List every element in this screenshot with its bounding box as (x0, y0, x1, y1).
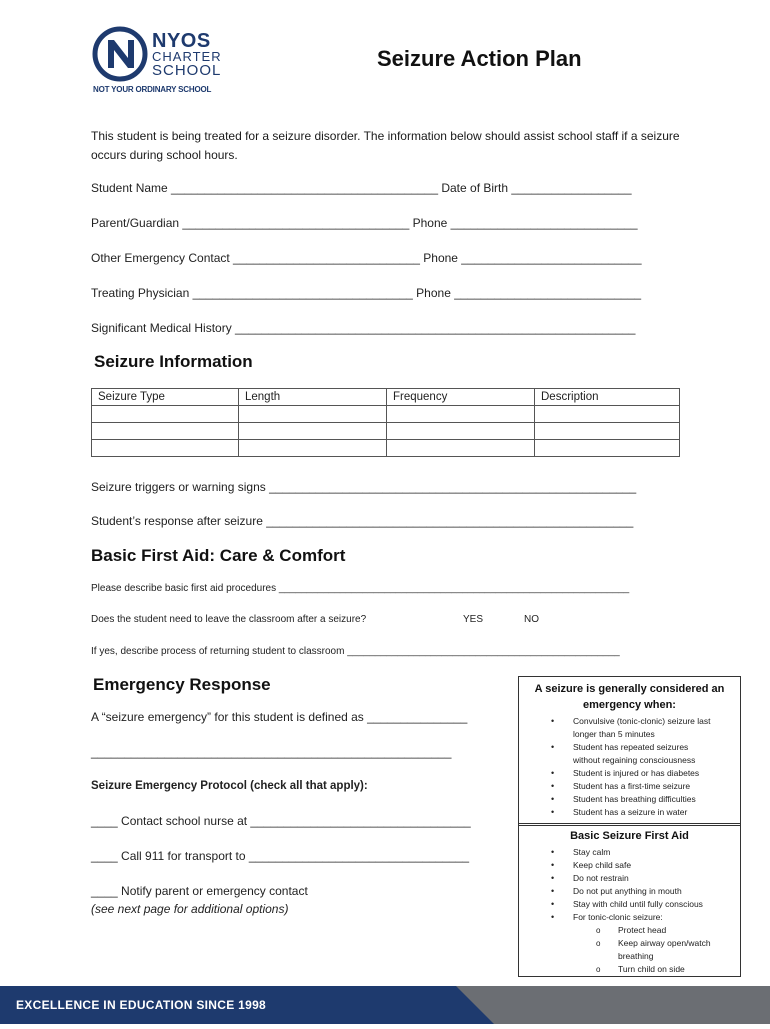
table-header-row (92, 389, 680, 406)
emergency-box-title-line1: A seizure is generally considered an (534, 683, 725, 695)
table-cell[interactable] (239, 406, 387, 423)
col-length: Length (239, 389, 387, 406)
medical-history-field[interactable]: Significant Medical History ____________________________________________________________ (91, 321, 636, 335)
seizure-info-heading: Seizure Information (94, 352, 253, 371)
list-item: o Turn child on side (519, 963, 740, 976)
table-cell[interactable] (535, 406, 680, 423)
list-item: • Stay with child until fully conscious (519, 898, 740, 911)
col-description: Description (535, 389, 680, 406)
table-row[interactable] (92, 406, 680, 423)
other-contact-field[interactable]: Other Emergency Contact ____________________________ Phone ___________________________ (91, 251, 642, 265)
list-item: • Student has a first-time seizure (519, 780, 740, 793)
emergency-criteria-list (519, 715, 740, 819)
footer-text: EXCELLENCE IN EDUCATION SINCE 1998 (16, 998, 267, 1012)
logo-charter: CHARTER (152, 49, 222, 64)
table-row[interactable] (92, 440, 680, 457)
logo-school: SCHOOL (152, 62, 222, 79)
logo-tagline: NOT YOUR ORDINARY SCHOOL (93, 85, 212, 94)
table-row[interactable] (92, 423, 680, 440)
table-cell[interactable] (239, 440, 387, 457)
col-frequency: Frequency (387, 389, 535, 406)
intro-text: This student is being treated for a seizure disorder. The information below should assist school staff if a seizure occurs during school hours. (91, 129, 680, 162)
triggers-field[interactable]: Seizure triggers or warning signs _______________________________________________________ (91, 480, 637, 494)
list-item: • Do not restrain (519, 872, 740, 885)
list-item: • Student has repeated seizures (519, 741, 740, 754)
first-aid-list (519, 846, 740, 924)
list-item: • Student is injured or has diabetes (519, 767, 740, 780)
emergency-criteria-box (518, 676, 741, 826)
protocol-heading: Seizure Emergency Protocol (check all that apply): (91, 780, 368, 792)
emergency-definition-field[interactable]: A “seizure emergency” for this student is defined as _______________ (91, 710, 468, 724)
table-cell[interactable] (92, 440, 239, 457)
list-item: • Student has breathing difficulties (519, 793, 740, 806)
first-aid-box (518, 823, 741, 977)
physician-field[interactable]: Treating Physician _________________________________ Phone ____________________________ (91, 286, 642, 300)
table-cell[interactable] (387, 440, 535, 457)
list-item: longer than 5 minutes (573, 729, 655, 739)
seizure-table (91, 388, 680, 457)
table-cell[interactable] (535, 423, 680, 440)
list-item: • Student has a seizure in water (519, 806, 740, 819)
first-aid-procedures-field[interactable]: Please describe basic first aid procedures _______________________________________________________________ (91, 583, 630, 594)
table-cell[interactable] (387, 406, 535, 423)
emergency-response-heading: Emergency Response (93, 675, 271, 694)
list-item: without regaining consciousness (573, 755, 696, 765)
table-cell[interactable] (92, 423, 239, 440)
list-item: breathing (618, 951, 654, 961)
leave-classroom-question: Does the student need to leave the classroom after a seizure? (91, 614, 367, 625)
list-item: • Do not put anything in mouth (519, 885, 740, 898)
parent-guardian-field[interactable]: Parent/Guardian __________________________________ Phone ____________________________ (91, 216, 638, 230)
return-process-field[interactable]: If yes, describe process of returning student to classroom _________________________________________________ (91, 646, 620, 657)
list-item: • Stay calm (519, 846, 740, 859)
logo-n-icon (92, 26, 152, 86)
contact-nurse-option[interactable]: ____ Contact school nurse at _________________________________ (91, 814, 471, 828)
table-cell[interactable] (387, 423, 535, 440)
list-item: • Convulsive (tonic-clonic) seizure last (519, 715, 740, 728)
list-item: o Keep airway open/watch (519, 937, 740, 950)
tonic-clonic-sublist (519, 924, 740, 976)
student-name-field[interactable]: Student Name ________________________________________ Date of Birth __________________ (91, 181, 632, 195)
yes-option[interactable]: YES (463, 614, 484, 625)
no-option[interactable]: NO (524, 614, 539, 625)
table-cell[interactable] (239, 423, 387, 440)
list-item: • Keep child safe (519, 859, 740, 872)
list-item: o Protect head (519, 924, 740, 937)
notify-parent-option[interactable]: ____ Notify parent or emergency contact (91, 884, 308, 898)
list-item: • For tonic-clonic seizure: (519, 911, 740, 924)
first-aid-box-title: Basic Seizure First Aid (570, 830, 689, 842)
see-next-page-note: (see next page for additional options) (91, 902, 289, 916)
table-cell[interactable] (535, 440, 680, 457)
call-911-option[interactable]: ____ Call 911 for transport to _________________________________ (91, 849, 470, 863)
col-seizure-type: Seizure Type (92, 389, 239, 406)
logo-name: NYOS (152, 30, 211, 52)
emergency-box-title-line2: emergency when: (583, 699, 676, 711)
page-title: Seizure Action Plan (377, 46, 582, 71)
response-field[interactable]: Student’s response after seizure _______________________________________________________ (91, 514, 634, 528)
emergency-definition-line[interactable]: ______________________________________________________ (91, 745, 452, 759)
first-aid-heading: Basic First Aid: Care & Comfort (91, 546, 346, 565)
table-cell[interactable] (92, 406, 239, 423)
